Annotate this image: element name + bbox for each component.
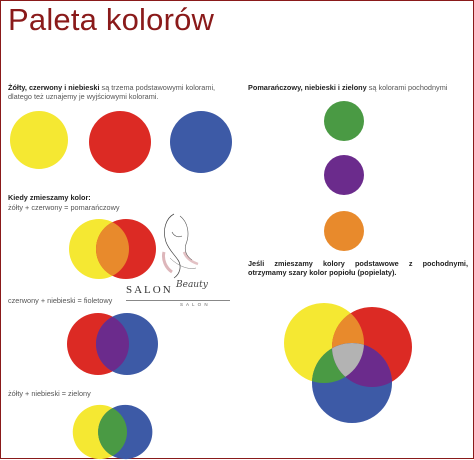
primary-colors-text	[8, 83, 230, 101]
salon-logo-text: SALON	[126, 284, 173, 296]
purple-circle	[324, 155, 364, 195]
venn-three-primary	[284, 303, 414, 425]
mix-yellow-blue-label: żółty + niebieski = zielony	[8, 389, 91, 398]
secondary-colors-bold: Pomarańczowy, niebieski i zielony	[248, 83, 367, 92]
venn-yellow-blue	[66, 404, 160, 460]
secondary-colors-rest: są kolorami pochodnymi	[366, 83, 448, 92]
mix-yellow-red-label: żółty + czerwony = pomarańczowy	[8, 203, 120, 212]
mix-heading: Kiedy zmieszamy kolor:	[8, 193, 91, 202]
salon-logo-divider	[126, 300, 230, 301]
green-circle	[324, 101, 364, 141]
venn-red-blue	[66, 312, 160, 376]
grey-mix-line1: Jeśli zmieszamy kolory podstawowe z pochodnymi,	[248, 259, 468, 268]
page-title: Paleta kolorów	[8, 2, 215, 37]
grey-mix-text	[248, 259, 468, 277]
primary-colors-bold: Żółty, czerwony i niebieski	[8, 83, 100, 92]
orange-circle	[324, 211, 364, 251]
salon-logo-script: Beauty	[176, 280, 208, 290]
primary-colors-line1: są trzema podstawowymi kolorami,	[99, 83, 216, 92]
grey-mix-line2: otrzymamy szary kolor popiołu (popielaty).	[248, 268, 397, 278]
primary-colors-line2: dlatego też uznajemy je wyjściowymi kolorami.	[8, 92, 159, 102]
secondary-colors-text	[248, 83, 470, 92]
red-circle	[89, 111, 151, 173]
blue-circle	[170, 111, 232, 173]
salon-logo-watermark	[122, 208, 234, 310]
mix-red-blue-label: czerwony + niebieski = fioletowy	[8, 296, 113, 305]
salon-logo-tagline: S A L O N	[180, 302, 209, 307]
yellow-circle	[10, 111, 68, 169]
